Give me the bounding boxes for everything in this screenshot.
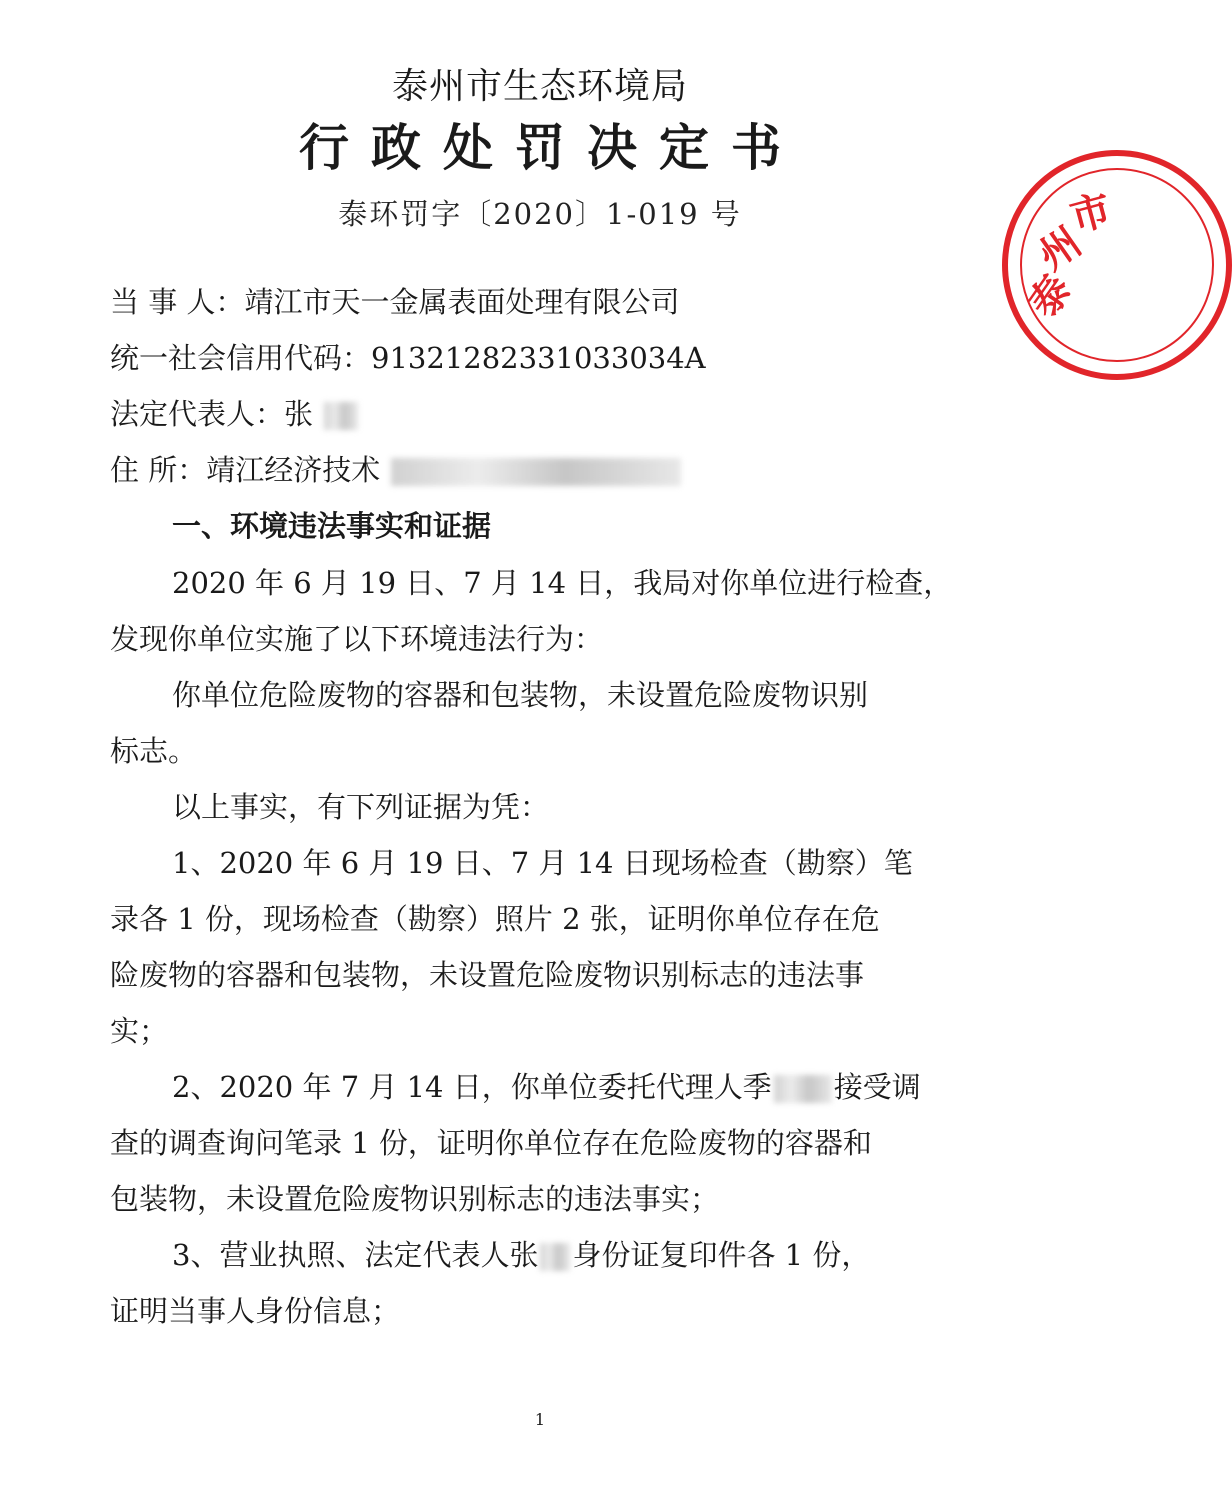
credit-code-row [110, 342, 930, 374]
redacted-agent-name [774, 1075, 832, 1103]
legal-rep-name: 张 [284, 397, 314, 431]
redacted-rep-name [324, 402, 358, 430]
document-number: 泰环罚字〔2020〕1-019 号 [338, 197, 742, 231]
evidence-3-line1 [172, 1239, 930, 1271]
credit-code: 91321282331033034A [371, 341, 706, 375]
document-title: 行政处罚决定书 [299, 118, 803, 177]
address-row [110, 454, 930, 486]
credit-code-label: 统一社会信用代码： [110, 341, 372, 375]
evidence-3-line1-end: 身份证复印件各 1 份， [572, 1238, 871, 1272]
paragraph-violation-line2: 标志。 [110, 734, 198, 768]
section-heading-facts: 一、环境违法事实和证据 [172, 509, 492, 543]
evidence-1-line3: 险废物的容器和包装物，未设置危险废物识别标志的违法事 [110, 958, 865, 992]
party-name-row [110, 286, 930, 318]
evidence-3-line2: 证明当事人身份信息； [110, 1294, 401, 1328]
evidence-1-line4: 实； [110, 1014, 169, 1048]
party-name: 靖江市天一金属表面处理有限公司 [244, 285, 680, 319]
page-number: 1 [534, 1410, 546, 1429]
party-name-label: 当 事 人： [110, 285, 245, 319]
paragraph-violation-line1: 你单位危险废物的容器和包装物，未设置危险废物识别 [172, 678, 869, 712]
redacted-address [391, 458, 681, 486]
agency-name: 泰州市生态环境局 [391, 66, 688, 107]
evidence-1-line1: 1、2020 年 6 月 19 日、7 月 14 日现场检查（勘察）笔 [172, 846, 913, 880]
legal-rep-label: 法定代表人： [110, 397, 285, 431]
paragraph-inspection-line1: 2020 年 6 月 19 日、7 月 14 日，我局对你单位进行检查， [172, 566, 953, 600]
legal-rep-row [110, 398, 930, 430]
seal-char-2: 州 [1030, 219, 1090, 280]
address-text: 靖江经济技术 [206, 453, 381, 487]
evidence-1-line2: 录各 1 份，现场检查（勘察）照片 2 张，证明你单位存在危 [110, 902, 880, 936]
evidence-2-line2: 查的调查询问笔录 1 份，证明你单位存在危险废物的容器和 [110, 1126, 872, 1160]
address-label: 住 所： [110, 453, 207, 487]
paragraph-inspection-line2: 发现你单位实施了以下环境违法行为： [110, 622, 604, 656]
evidence-2-line1 [172, 1071, 930, 1103]
evidence-2-line1-start: 2、2020 年 7 月 14 日，你单位委托代理人季 [172, 1070, 772, 1104]
paragraph-evidence-intro: 以上事实，有下列证据为凭： [172, 790, 550, 824]
evidence-2-line3: 包装物，未设置危险废物识别标志的违法事实； [110, 1182, 720, 1216]
official-seal [1002, 150, 1232, 380]
seal-char-3: 市 [1065, 186, 1117, 242]
evidence-2-line1-end: 接受调 [833, 1070, 921, 1104]
evidence-3-line1-start: 3、营业执照、法定代表人张 [172, 1238, 539, 1272]
seal-char-1: 泰 [1020, 266, 1082, 327]
redacted-rep-name-2 [540, 1243, 570, 1271]
